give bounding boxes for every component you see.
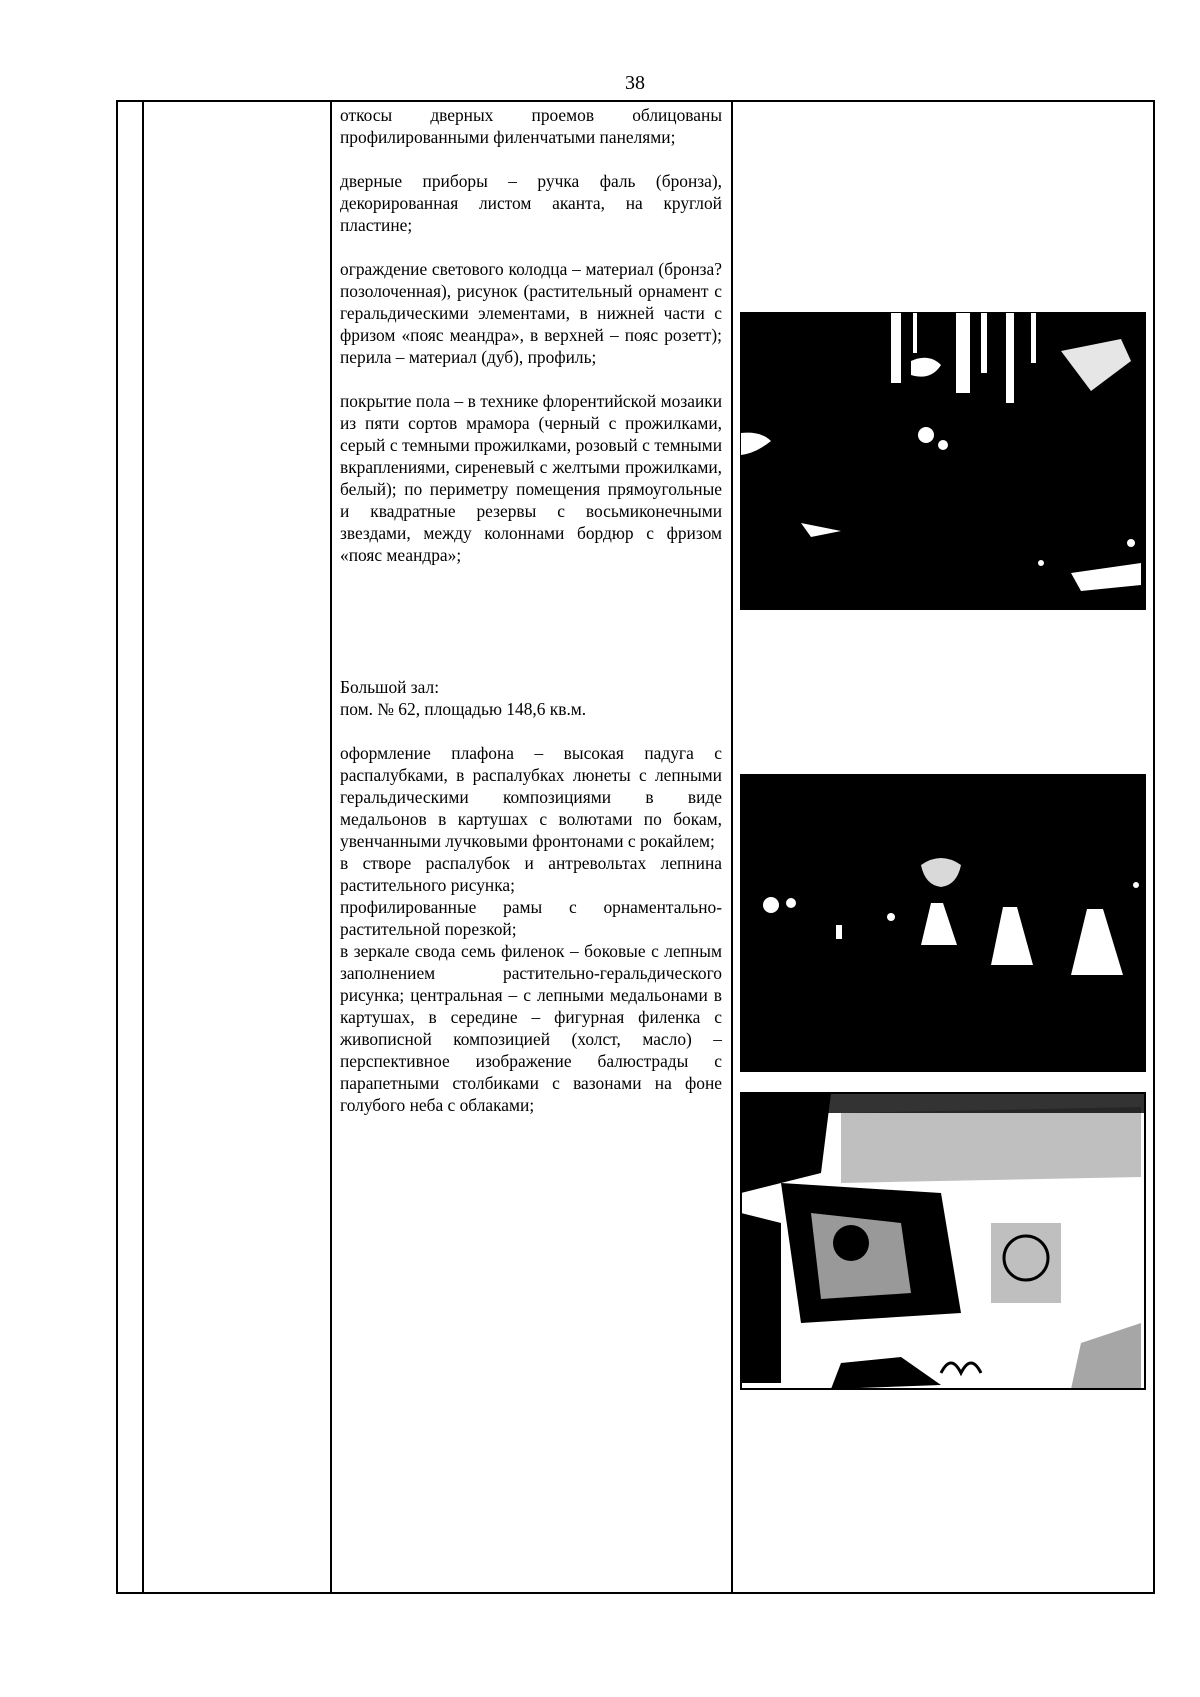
photo-great-hall: [740, 774, 1146, 1072]
document-table: [116, 100, 1155, 1594]
paragraph-frames: профилированные рамы с орнаментально-растительной порезкой;: [340, 897, 722, 939]
paragraph-door-slopes: откосы дверных проемов облицованы профилированными филенчатыми панелями;: [340, 105, 722, 147]
paragraph-floor-covering: покрытие пола – в технике флорентийской мозаики из пяти сортов мрамора (черный с прожилками, серый с темными прожилками, розовый с темными вкраплениями, сиреневый с желтыми прожилками, белый); по периметру помещения прямоугольные и квадратные резервы с восьмиконечными звездами, между колоннами бордюр с фризом «пояс меандра»;: [340, 391, 722, 565]
paragraph-door-hardware: дверные приборы – ручка фаль (бронза), декорированная листом аканта, на круглой пластине;: [340, 171, 722, 235]
hall-title: Большой зал:: [340, 677, 440, 697]
paragraph-light-well-railing: ограждение светового колодца – материал (бронза? позолоченная), рисунок (растительный орнамент с геральдическими элементами, в нижней части с фризом «пояс меандра», в верхней – пояс розетт); перила – материал (дуб), профиль;: [340, 259, 722, 367]
column-divider: [731, 102, 733, 1592]
column-divider: [142, 102, 144, 1592]
column-divider: [330, 102, 332, 1592]
description-column: [340, 104, 722, 1116]
photo-light-well: [740, 312, 1146, 610]
hall-room-info: пом. № 62, площадью 148,6 кв.м.: [340, 699, 587, 719]
page-number: 38: [625, 72, 645, 94]
paragraph-stucco: в створе распалубок и антревольтах лепнина растительного рисунка;: [340, 853, 722, 895]
paragraph-vault-panels: в зеркале свода семь филенок – боковые с лепным заполнением растительно-геральдического рисунка; центральная – с лепными медальонами в картушах, в середине – фигурная филенка с живописной композицией (холст, масло) – перспективное изображение балюстрады с парапетными столбиками с вазонами на фоне голубого неба с облаками;: [340, 941, 722, 1115]
paragraph-ceiling-design: оформление плафона – высокая падуга с распалубками, в распалубках люнеты с лепными геральдическими композициями в виде медальонов в картушах с волютами по бокам, увенчанными лучковыми фронтонами с рокайлем;: [340, 743, 722, 851]
photo-vault-ceiling: [740, 1092, 1146, 1390]
